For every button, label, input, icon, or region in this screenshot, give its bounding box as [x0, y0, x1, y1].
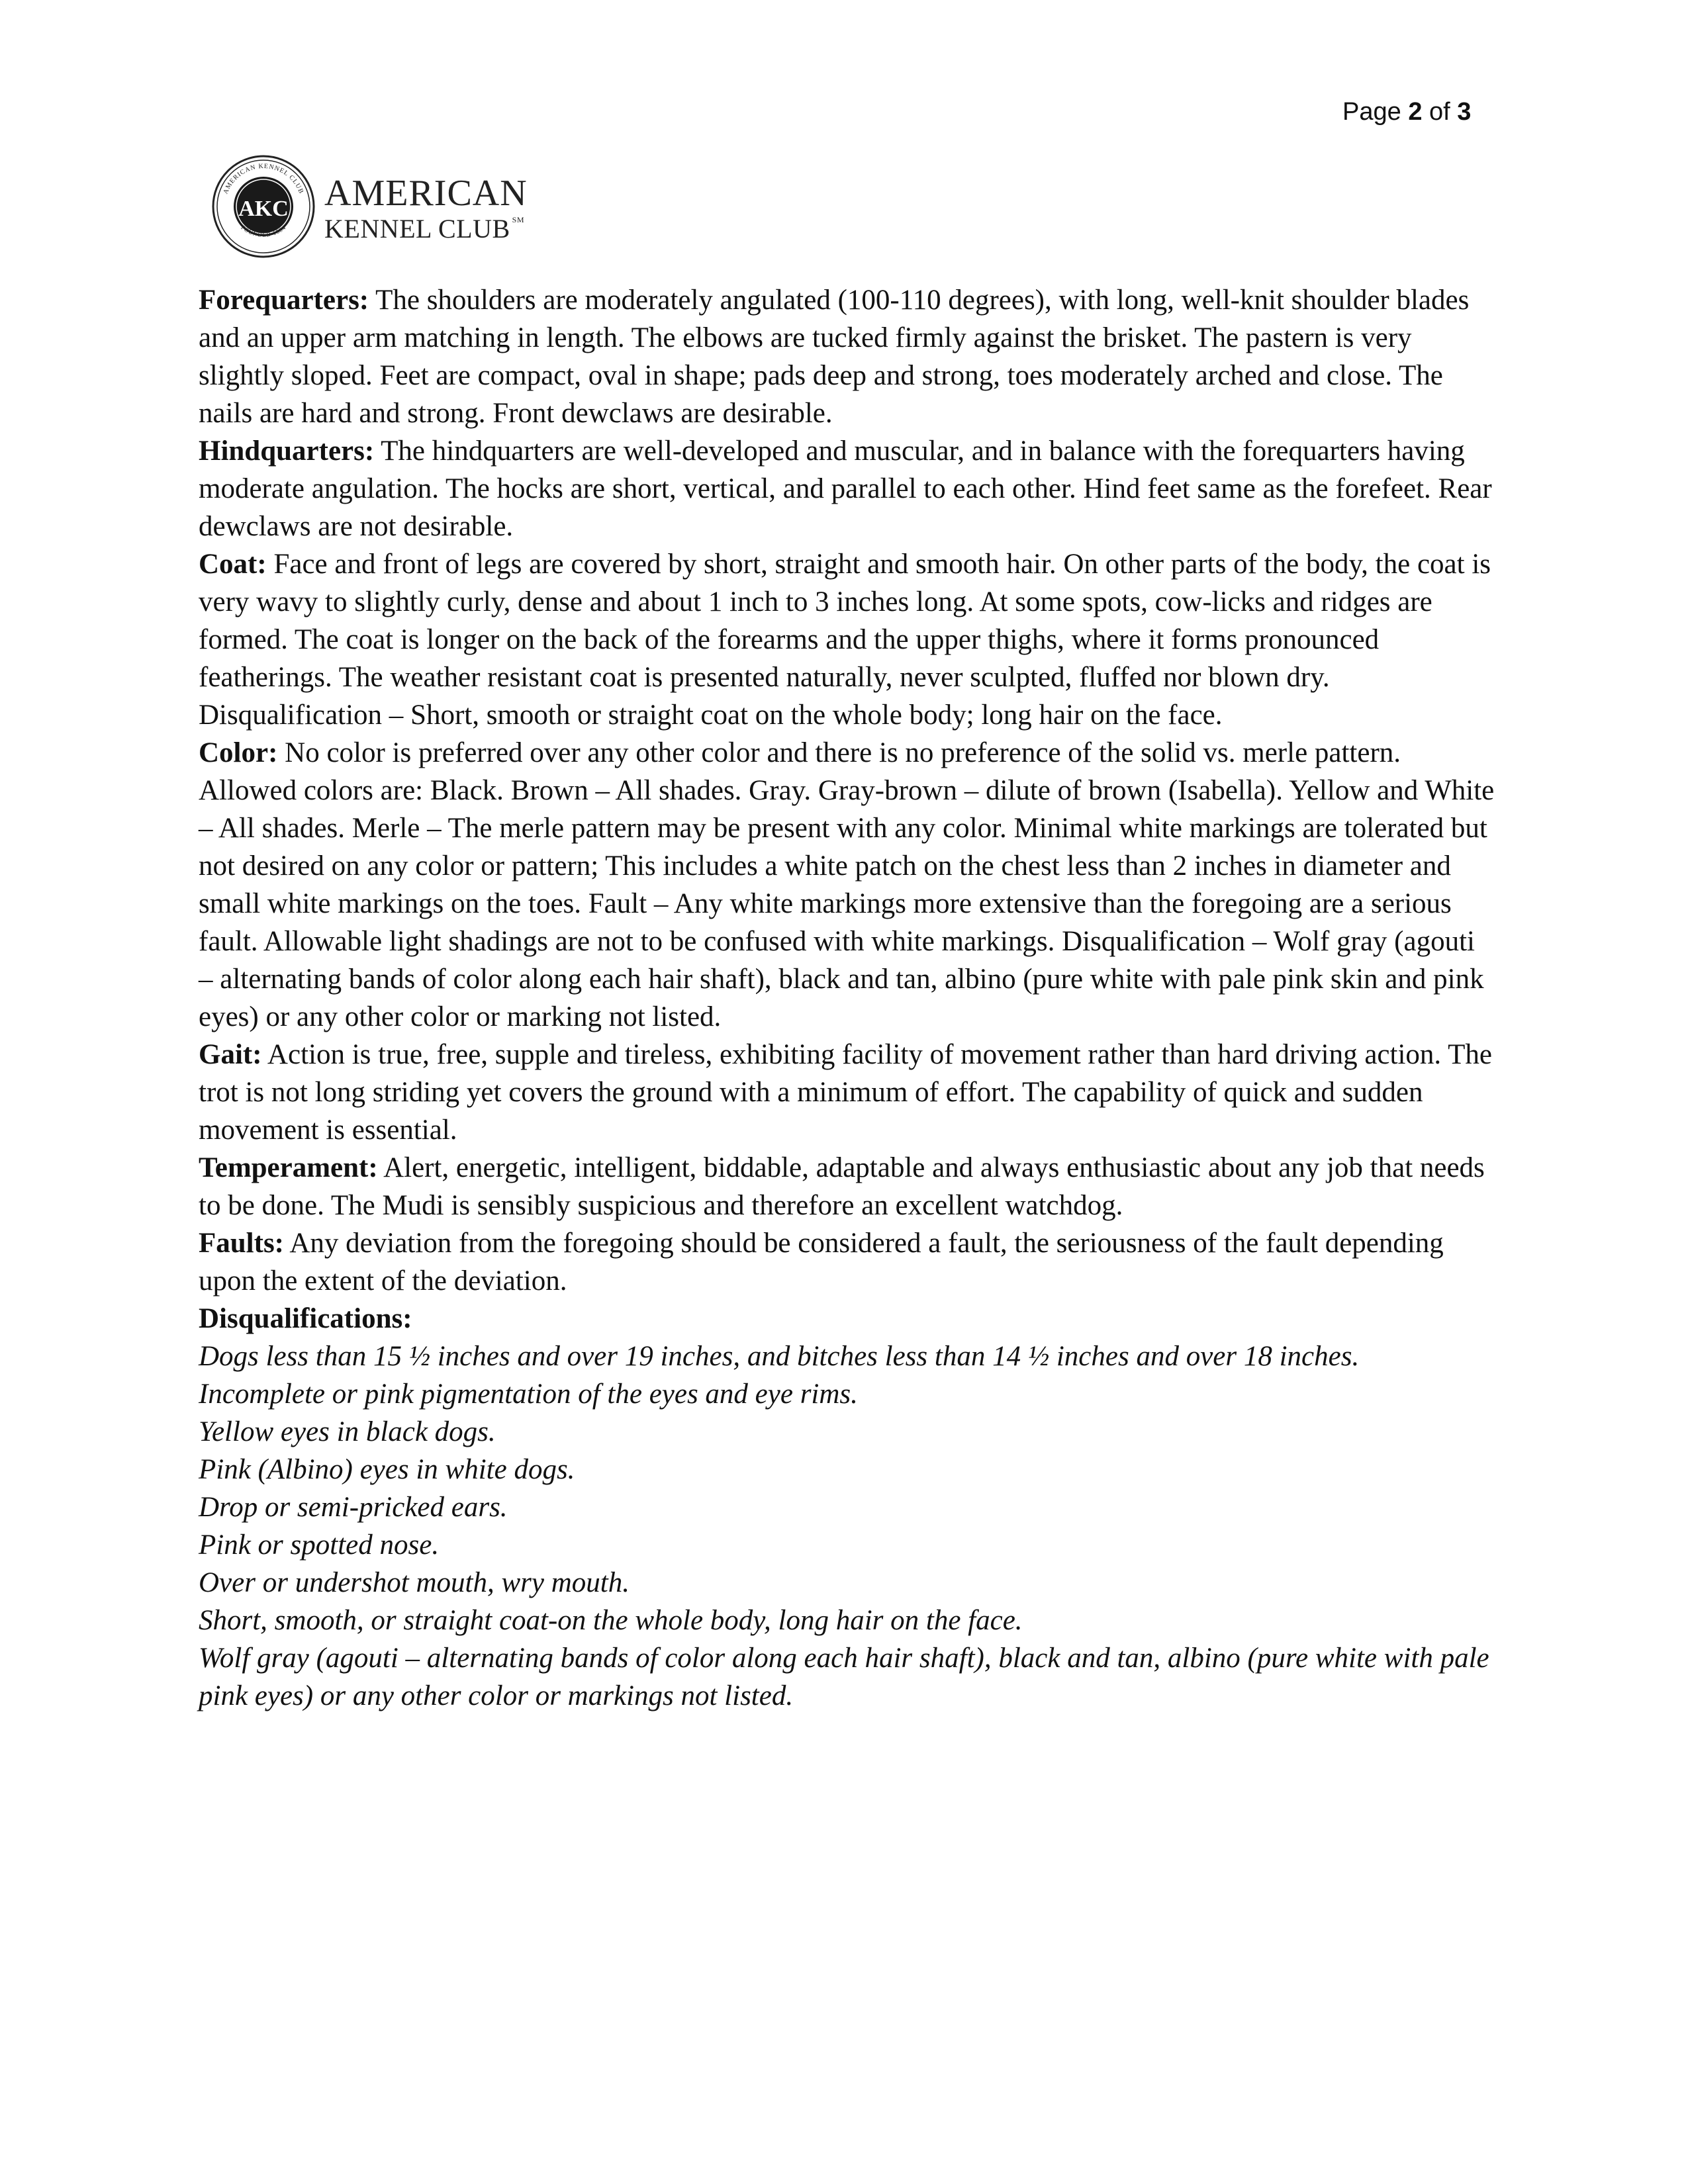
section-temperament: [199, 1149, 1496, 1224]
section-hindquarters: [199, 432, 1496, 545]
section-text: No color is preferred over any other color and there is no preference of the solid vs. merle pattern. Allowed colors are: Black. Brown – All shades. Gray. Gray-brown – dilute of brown (Isabella). Yellow and White – All shades. Merle – The merle pattern may be present with any color. Minimal white markings are tolerated but not desired on any color or pattern; This includes a white patch on the chest less than 2 inches in diameter and small white markings on the toes. Fault – Any white markings more extensive than the foregoing are a serious fault. Allowable light shadings are not to be confused with white markings. Disqualification – Wolf gray (agouti – alternating bands of color along each hair shaft), black and tan, albino (pure white with pale pink skin and pink eyes) or any other color or marking not listed.: [199, 737, 1495, 1032]
section-gait: [199, 1036, 1496, 1149]
standard-body: [199, 281, 1496, 1715]
seal-letters: AKC: [238, 197, 289, 221]
section-text: Face and front of legs are covered by short, straight and smooth hair. On other parts of the body, the coat is very wavy to slightly curly, dense and about 1 inch to 3 inches long. At some spots, cow-licks and ridges are formed. The coat is longer on the back of the forearms and the upper thighs, where it forms pronounced featherings. The weather resistant coat is presented naturally, never sculpted, fluffed nor blown dry. Disqualification – Short, smooth or straight coat on the whole body; long hair on the face.: [199, 549, 1491, 731]
section-coat: [199, 545, 1496, 734]
disqualification-item: Incomplete or pink pigmentation of the eyes and eye rims.: [199, 1379, 858, 1410]
section-label: Forequarters:: [199, 285, 369, 316]
disqualification-item: Pink or spotted nose.: [199, 1529, 440, 1561]
section-label: Temperament:: [199, 1152, 378, 1183]
disqualification-item: Over or undershot mouth, wry mouth.: [199, 1567, 630, 1598]
section-label: Faults:: [199, 1228, 284, 1259]
seal-ring-top-text: AMERICAN KENNEL CLUB: [222, 162, 305, 195]
section-text: Alert, energetic, intelligent, biddable, adaptable and always enthusiastic about any job that needs to be done. The Mudi is sensibly suspicious and therefore an excellent watchdog.: [199, 1152, 1485, 1221]
wordmark-line1: AMERICAN: [324, 173, 528, 214]
section-label: Coat:: [199, 549, 267, 580]
service-mark: SM: [512, 215, 524, 224]
akc-seal-icon: [211, 154, 316, 259]
disqualification-item: Wolf gray (agouti – alternating bands of color along each hair shaft), black and tan, albino (pure white with pale pink eyes) or any other color or markings not listed.: [199, 1643, 1489, 1711]
akc-logo: [211, 147, 528, 266]
disqualification-item: Dogs less than 15 ½ inches and over 19 inches, and bitches less than 14 ½ inches and over 18 inches.: [199, 1341, 1360, 1372]
disqualification-item: Short, smooth, or straight coat-on the whole body, long hair on the face.: [199, 1605, 1023, 1636]
disqualification-item: Drop or semi-pricked ears.: [199, 1492, 508, 1523]
section-forequarters: [199, 281, 1496, 432]
wordmark-line2-wrap: [324, 216, 528, 242]
page-number-total: 3: [1457, 98, 1472, 126]
section-label: Hindquarters:: [199, 435, 375, 467]
disqualification-item: Pink (Albino) eyes in white dogs.: [199, 1454, 575, 1485]
section-text: The hindquarters are well-developed and muscular, and in balance with the forequarters having moderate angulation. The hocks are short, vertical, and parallel to each other. Hind feet same as the forefeet. Rear dewclaws are not desirable.: [199, 435, 1492, 542]
page-number-prefix: Page: [1342, 98, 1409, 126]
disqualification-item: Yellow eyes in black dogs.: [199, 1416, 496, 1447]
seal-ring-bottom-text: FOUNDED 1884: [240, 224, 287, 238]
section-faults: [199, 1224, 1496, 1300]
wordmark-line2: KENNEL CLUB: [324, 214, 510, 244]
disqualifications-heading: Disqualifications:: [199, 1303, 412, 1334]
page-number-middle: of: [1422, 98, 1458, 126]
section-text: Any deviation from the foregoing should be considered a fault, the seriousness of the fault depending upon the extent of the deviation.: [199, 1228, 1444, 1297]
section-label: Color:: [199, 737, 278, 768]
section-label: Gait:: [199, 1039, 262, 1070]
section-color: [199, 734, 1496, 1036]
akc-wordmark: [324, 175, 528, 242]
section-text: The shoulders are moderately angulated (100-110 degrees), with long, well-knit shoulder blades and an upper arm matching in length. The elbows are tucked firmly against the brisket. The pastern is very slightly sloped. Feet are compact, oval in shape; pads deep and strong, toes moderately arched and close. The nails are hard and strong. Front dewclaws are desirable.: [199, 285, 1470, 429]
page-number: [1342, 98, 1471, 126]
page-number-current: 2: [1408, 98, 1423, 126]
section-text: Action is true, free, supple and tireless, exhibiting facility of movement rather than hard driving action. The trot is not long striding yet covers the ground with a minimum of effort. The capability of quick and sudden movement is essential.: [199, 1039, 1492, 1146]
